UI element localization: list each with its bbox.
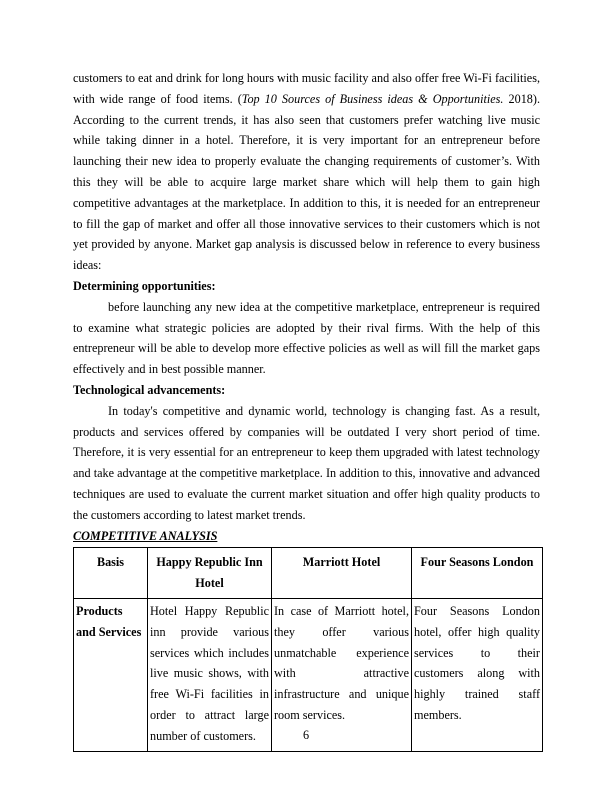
section-heading-opportunities: Determining opportunities: bbox=[73, 278, 216, 293]
marriott-cell: In case of Marriott hotel, they offer various unmatchable experience with attractive infrastructure and unique room services. bbox=[272, 598, 412, 751]
basis-cell: Products and Services bbox=[74, 598, 148, 751]
intro-paragraph bbox=[73, 68, 540, 276]
section-body-technology: In today's competitive and dynamic world, technology is changing fast. As a result, products and services offered by companies will be outdated I very short period of time. Therefore, it is very essential for an entrepreneur to keep them upgraded with latest technology and take advantage at the competitive marketplace. In addition to this, innovative and advanced techniques are used to evaluate the current market situation and offer high quality products to the customers according to latest market trends. bbox=[73, 403, 540, 522]
four-seasons-cell: Four Seasons London hotel, offer high quality services to their customers along with highly trained staff members. bbox=[412, 598, 543, 751]
document-page bbox=[73, 68, 540, 752]
intro-text: customers to eat and drink for long hours with music facility and also offer free Wi-Fi facilities, with wide range of food items. ( bbox=[73, 71, 540, 106]
competitive-analysis-title: COMPETITIVE ANALYSIS bbox=[73, 528, 218, 543]
happy-republic-cell: Hotel Happy Republic inn provide various services which includes live music shows, with free Wi-Fi facilities in order to attract large number of customers. bbox=[148, 598, 272, 751]
competitive-analysis-table bbox=[73, 547, 543, 751]
page-number: 6 bbox=[302, 728, 310, 742]
citation-title: Top 10 Sources of Business ideas & Opportunities. bbox=[241, 91, 504, 106]
header-marriott: Marriott Hotel bbox=[272, 548, 412, 599]
header-happy-republic: Happy Republic Inn Hotel bbox=[148, 548, 272, 599]
intro-text-continued: 2018). According to the current trends, it has also seen that customers prefer watching live music while taking dinner in a hotel. Therefore, it is very important for an entrepreneur before launching their new idea to properly evaluate the changing requirements of customer’s. With this they will be able to acquire large market share which will help them to gain high competitive advantages at the marketplace. In addition to this, it is needed for an entrepreneur to fill the gap of market and offer all those innovative services to their customers which is not yet provided by anyone. Market gap analysis is discussed below in reference to every business ideas: bbox=[73, 91, 540, 273]
section-heading-technology: Technological advancements: bbox=[73, 382, 226, 397]
section-body-opportunities: before launching any new idea at the competitive marketplace, entrepreneur is required to examine what strategic policies are adopted by their rival firms. With the help of this entrepreneur will be able to develop more effective policies as well as will fill the market gaps effectively and in best possible manner. bbox=[73, 299, 540, 377]
table-header-row bbox=[74, 548, 543, 599]
header-basis: Basis bbox=[74, 548, 148, 599]
header-four-seasons: Four Seasons London bbox=[412, 548, 543, 599]
